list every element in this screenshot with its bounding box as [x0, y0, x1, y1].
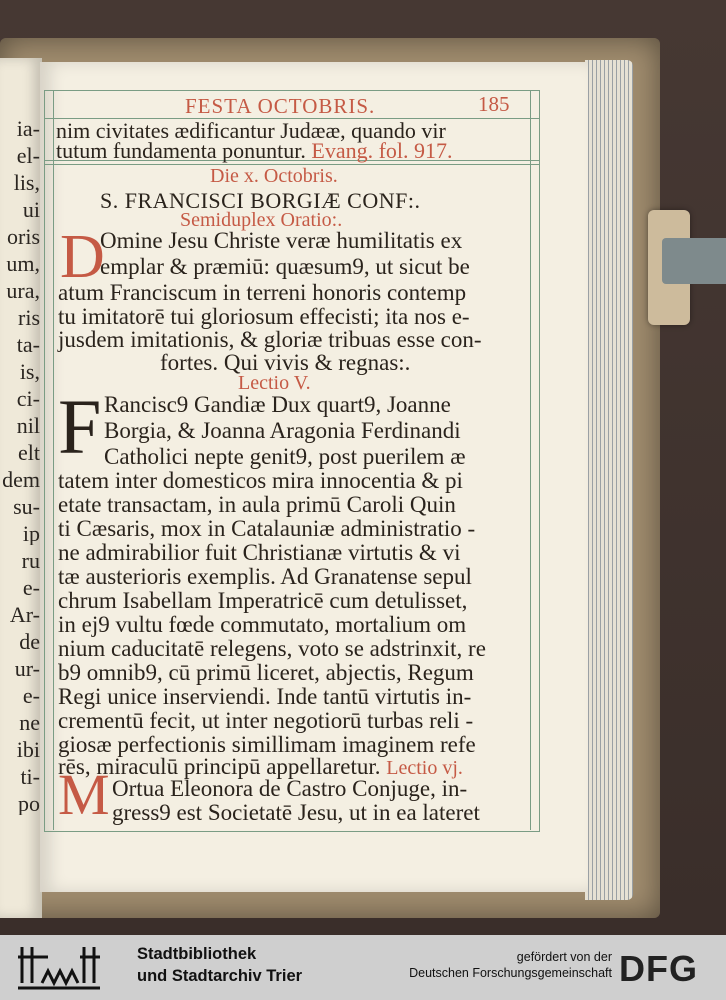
left-page-fragment: ur-	[14, 658, 40, 680]
running-head: FESTA OCTOBRIS.	[185, 94, 376, 118]
lectio-vi-line-2: gress9 est Societatē Jesu, ut in ea lateret	[112, 800, 480, 825]
footer-bar	[0, 935, 726, 1000]
lectio-v-line-10: in ej9 vultu fœde commutato, mortalium om	[58, 612, 467, 637]
left-page-fragment: ti-	[20, 766, 40, 788]
left-page-fragment: e-	[22, 685, 40, 707]
left-page-fragment: ip	[22, 523, 40, 545]
lectio-v-line-7: ne admirabilior fuit Christianæ virtutis & vi	[58, 540, 461, 565]
lectio-v-line-11: nium caducitatē relegens, voto se adstrinxit, re	[58, 636, 486, 661]
oratio-line-6: fortes. Qui vivis & regnas:.	[160, 350, 411, 375]
left-page-fragment: ura,	[6, 280, 40, 302]
initial-m: M	[58, 762, 110, 827]
lectio-v-line-9: chrum Isabellam Imperatricē cum detulisset,	[58, 588, 468, 613]
left-page-fragment: ru	[21, 550, 40, 572]
left-page-fragment: nil	[16, 415, 40, 437]
feast-rank: Semiduplex Oratio:.	[180, 209, 343, 231]
left-page-fragment: po	[18, 793, 40, 815]
lectio-vi-line-1: Ortua Eleonora de Castro Conjuge, in-	[112, 776, 468, 801]
left-page-fragment: su-	[13, 496, 40, 518]
lectio-v-line-2: Borgia, & Joanna Aragonia Ferdinandi	[104, 418, 461, 443]
lectio-v-line-5: etate transactam, in aula primū Caroli Quin	[58, 492, 456, 517]
lectio-v-line-16-text: rēs, miraculū principū appellaretur.	[58, 754, 381, 779]
oratio-line-4: tu imitatorē tui gloriosum effecisti; ita nos e-	[58, 304, 470, 329]
left-page-fragment: ui	[22, 199, 40, 221]
left-page-fragment: lis,	[13, 172, 40, 194]
funder-line-2: Deutschen Forschungsgemeinschaft	[409, 966, 612, 980]
intro-line-2-text: tutum fundamenta ponuntur.	[56, 138, 306, 163]
left-page	[0, 58, 42, 918]
library-name-line-2: und Stadtarchiv Trier	[137, 967, 303, 985]
left-page-fragment: ne	[19, 712, 40, 734]
feast-title: S. FRANCISCI BORGIÆ CONF:.	[100, 188, 421, 213]
intro-line-1: nim civitates ædificantur Judææ, quando vir	[56, 118, 446, 143]
lectio-v-line-1: Rancisc9 Gandiæ Dux quart9, Joanne	[104, 392, 451, 417]
funder-line-1: gefördert von der	[516, 950, 612, 964]
feast-date: Die x. Octobris.	[210, 165, 338, 187]
left-page-fragment: oris	[7, 226, 40, 248]
page-edges	[585, 60, 633, 900]
lectio-v-line-15: giosæ perfectionis simillimam imaginem refe	[58, 732, 476, 757]
left-page-fragment: elt	[18, 442, 40, 464]
lectio-v-line-12: b9 omnib9, cū primū liceret, abjectis, Regum	[58, 660, 474, 685]
left-page-fragment: is,	[19, 361, 40, 383]
lectio-v-line-3: Catholici nepte genit9, post puerilem æ	[104, 444, 466, 469]
lectio-vi-heading: Lectio vj.	[386, 757, 463, 779]
intro-reference: Evang. fol. 917.	[311, 138, 453, 163]
left-page-fragment: ibi	[16, 739, 40, 761]
left-page-fragment: de	[19, 631, 40, 653]
left-page-fragment: el-	[16, 145, 40, 167]
clasp-metal	[662, 238, 726, 284]
oratio-line-1: Omine Jesu Christe veræ humilitatis ex	[100, 228, 463, 253]
library-name-line-1: Stadtbibliothek	[137, 945, 257, 963]
lectio-v-line-6: ti Cæsaris, mox in Catalauniæ administratio -	[58, 516, 476, 541]
initial-d: D	[60, 223, 105, 291]
dfg-logo: DFG	[619, 948, 698, 989]
initial-f: F	[58, 383, 102, 470]
oratio-line-5: jusdem imitationis, & gloriæ tribuas esse con-	[58, 327, 482, 352]
left-page-fragment: ta-	[16, 334, 40, 356]
left-page-fragment: e-	[22, 577, 40, 599]
oratio-line-3: atum Franciscum in terreni honoris contemp	[58, 280, 467, 305]
lectio-v-heading: Lectio V.	[238, 372, 311, 394]
lectio-v-line-14: crementū fecit, ut inter negotiorū turbas reli -	[58, 708, 474, 733]
left-page-fragment: dem	[2, 469, 40, 491]
intro-line-2	[56, 138, 453, 164]
left-page-fragment: ris	[18, 307, 40, 329]
oratio-line-2: emplar & præmiū: quæsum9, ut sicut be	[100, 254, 470, 279]
page-number: 185	[478, 92, 510, 116]
library-logo-icon	[18, 943, 100, 993]
lectio-v-line-8: tæ austerioris exemplis. Ad Granatense sepul	[58, 564, 472, 589]
lectio-v-line-13: Regi unice inserviendi. Inde tantū virtutis in-	[58, 684, 472, 709]
left-page-fragment: ci-	[16, 388, 40, 410]
left-page-fragment: um,	[6, 253, 40, 275]
left-page-fragment: ia-	[16, 118, 40, 140]
lectio-v-line-4: tatem inter domesticos mira innocentia & pi	[58, 468, 463, 493]
left-page-fragment: Ar-	[9, 604, 40, 626]
